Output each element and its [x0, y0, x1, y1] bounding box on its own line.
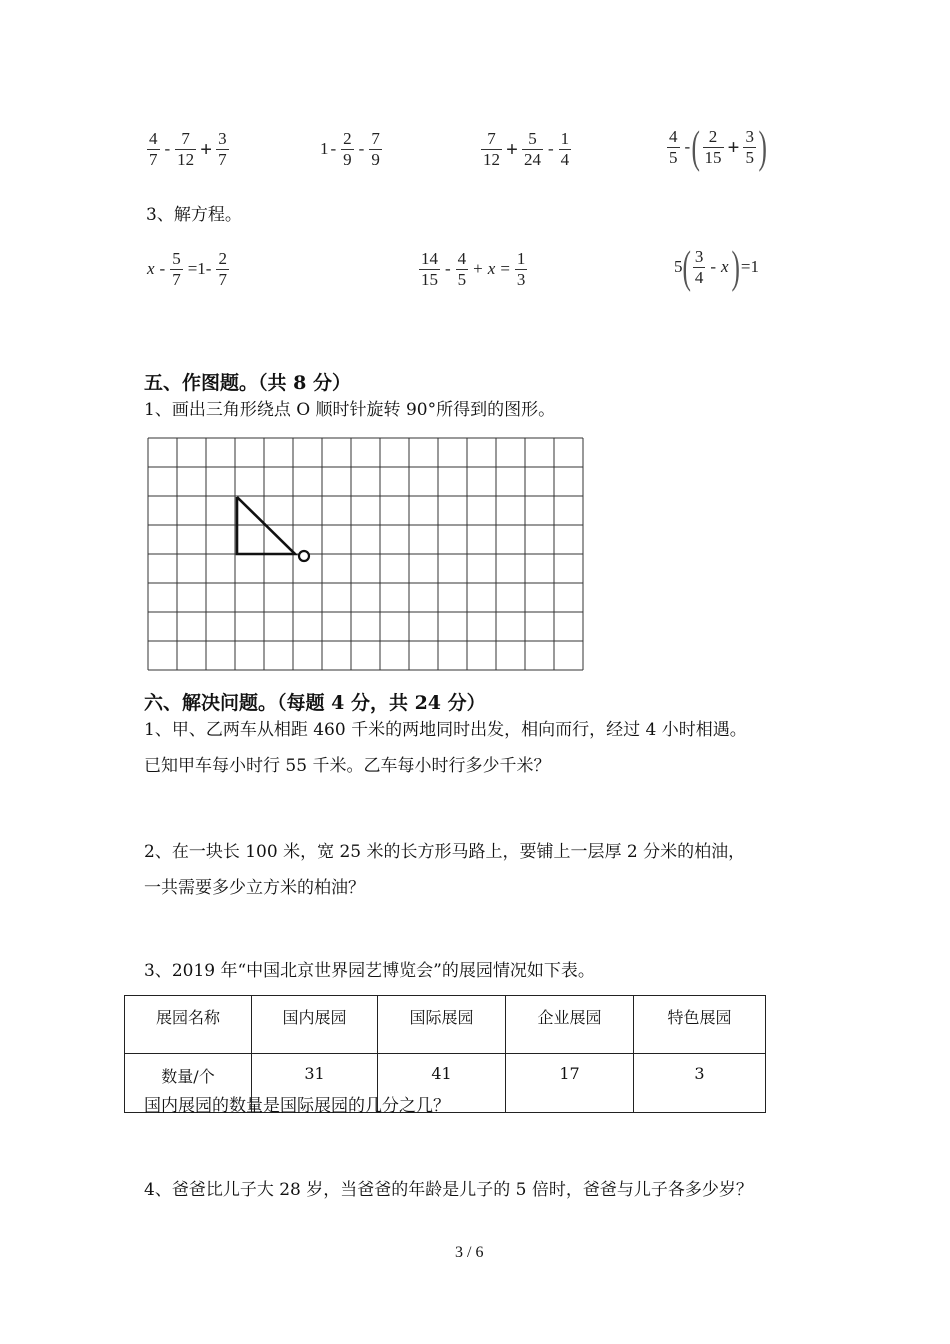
drawing-grid	[146, 436, 588, 676]
section6-q3-question: 国内展园的数量是国际展园的几分之几？	[144, 1096, 450, 1116]
section5-question-1: 1、画出三角形绕点 O 顺时针旋转 90°所得到的图形。	[144, 400, 556, 420]
section6-q2-line1: 2、在一块长 100 米，宽 25 米的长方形马路上，要铺上一层厚 2 分米的柏油，	[144, 842, 746, 862]
section6-q4: 4、爸爸比儿子大 28 岁，当爸爸的年龄是儿子的 5 倍时，爸爸与儿子各多少岁？	[144, 1180, 753, 1200]
equations-title: 3、解方程。	[146, 205, 242, 225]
table-cell: 31	[252, 1054, 378, 1113]
equation-2: $\frac{14}{15}$ - $\frac{4}{5}$ + x = $\frac{1}{3}$	[421, 248, 526, 289]
equation-1: x - $\frac{5}{7}$ =1- $\frac{2}{7}$	[147, 248, 227, 289]
table-cell: 41	[378, 1054, 506, 1113]
calc-expr-4: $\frac{4}{5}$ - ( $\frac{2}{15}$ + $\frac{3}{5}$ )	[669, 121, 767, 172]
table-header-row	[125, 996, 766, 1054]
table-cell: 数量/个	[125, 1054, 252, 1113]
table-cell: 17	[506, 1054, 634, 1113]
table-cell: 企业展园	[506, 996, 634, 1054]
grid-lines	[148, 438, 583, 670]
section6-q2-line2: 一共需要多少立方米的柏油？	[144, 878, 365, 898]
section6-q3-intro: 3、2019 年“中国北京世界园艺博览会”的展园情况如下表。	[144, 961, 595, 981]
page-number: 3 / 6	[455, 1244, 484, 1261]
table-cell: 展园名称	[125, 996, 252, 1054]
section5-heading: 五、作图题。（共 8 分）	[144, 372, 351, 394]
rotation-point-o	[299, 551, 309, 561]
table-cell: 3	[634, 1054, 766, 1113]
table-cell: 特色展园	[634, 996, 766, 1054]
calc-expr-3: $\frac{7}{12}$ + $\frac{5}{24}$ - $\frac{1}{4}$	[483, 128, 570, 169]
equation-3: 5 ( $\frac{3}{4}$ - x ) =1	[674, 241, 759, 292]
section6-heading: 六、解决问题。（每题 4 分，共 24 分）	[144, 692, 486, 714]
calc-expr-2: 1 - $\frac{2}{9}$ - $\frac{7}{9}$	[320, 128, 380, 169]
section6-q1-line1: 1、甲、乙两车从相距 460 千米的两地同时出发，相向而行，经过 4 小时相遇。	[144, 720, 747, 740]
table-cell: 国际展园	[378, 996, 506, 1054]
section6-q1-line2: 已知甲车每小时行 55 千米。乙车每小时行多少千米？	[144, 756, 551, 776]
table-cell: 国内展园	[252, 996, 378, 1054]
calc-expr-1: $\frac{4}{7}$ - $\frac{7}{12}$ + $\frac{3}{7}$	[149, 128, 227, 169]
